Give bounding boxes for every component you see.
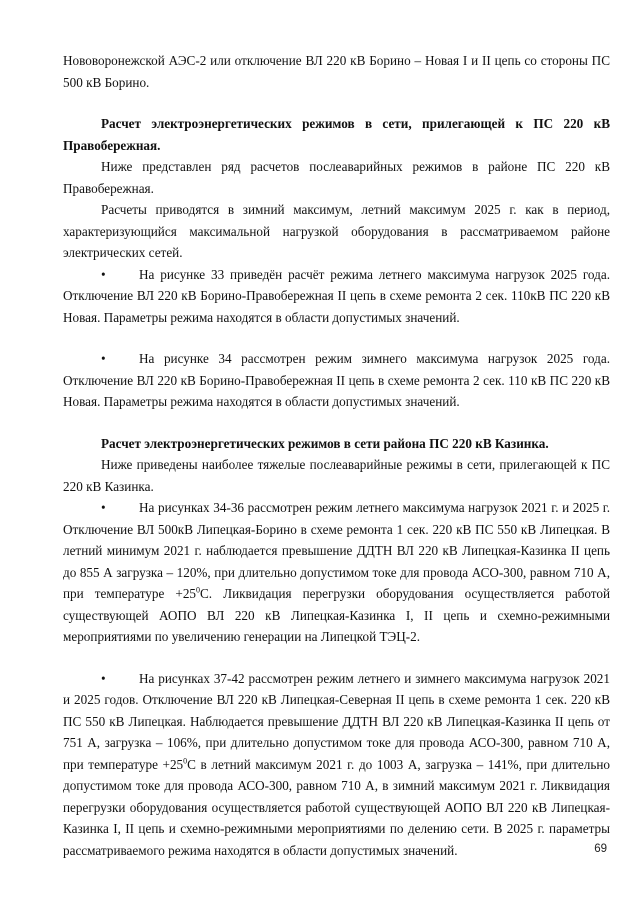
bullet-icon: • [101,351,106,366]
section-heading-pravoberezhnaya: Расчет электроэнергетических режимов в сети, прилегающей к ПС 220 кВ Правобережная. [63,116,610,153]
bullet-text: На рисунке 33 приведён расчёт режима летнего максимума нагрузок 2025 года. Отключение ВЛ 220 кВ Борино-Правобережная II цепь в схеме ремонта 2 сек. 110кВ ПС 220 кВ Новая. Параметры режима находятся в области допустимых значений. [63,266,610,325]
section2-paragraph-1: Ниже приведены наиболее тяжелые послеаварийные режимы в сети, прилегающей к ПС 220 кВ Казинка. [63,457,610,494]
section1-bullet-2 [63,348,610,413]
bullet-icon: • [101,500,106,515]
bullet-icon: • [101,670,106,686]
section1-paragraph-2: Расчеты приводятся в зимний максимум, летний максимум 2025 г. как в период, характеризующийся максимальной нагрузкой оборудования в рассматриваемом районе электрических сетей. [63,202,610,260]
degree-superscript: 0 [183,756,188,766]
section1-bullet-1 [63,264,610,329]
degree-superscript: 0 [196,585,201,595]
bullet-text-part1: На рисунках 37-42 рассмотрен режим летнего и зимнего максимума нагрузок 2021 и 2025 годов. Отключение ВЛ 220 кВ Липецкая-Северная II цепь в схеме ремонта 1 сек. 220 кВ ПС 550 кВ Липецкая. Наблюдается превышение ДДТН ВЛ 220 кВ Липецкая-Казинка II цепь от 751 А, загрузка – 106%, при длительно допустимом токе для провода АСО-300, равном 710 А, при температуре +25 [63,670,610,772]
intro-paragraph: Нововоронежской АЭС-2 или отключение ВЛ 220 кВ Борино – Новая I и II цепь со стороны ПС 500 кВ Борино. [63,53,610,90]
bullet-text: На рисунке 34 рассмотрен режим зимнего максимума нагрузок 2025 года. Отключение ВЛ 220 кВ Борино-Правобережная II цепь в схеме ремонта 2 сек. 110 кВ ПС 220 кВ Новая. Параметры режима находятся в области допустимых значений. [63,351,610,409]
section2-bullet-1 [63,497,610,648]
section2-bullet-2 [63,668,610,862]
section1-paragraph-1: Ниже представлен ряд расчетов послеаварийных режимов в районе ПС 220 кВ Правобережная. [63,159,610,196]
bullet-icon: • [101,266,106,282]
bullet-text-part1: На рисунках 34-36 рассмотрен режим летнего максимума нагрузок 2021 г. и 2025 г. Отключение ВЛ 500кВ Липецкая-Борино в схеме ремонта 1 сек. 220 кВ ПС 550 кВ Липецкая. В летний минимум 2021 г. наблюдается превышение ДДТН ВЛ 220 кВ Липецкая-Казинка II цепь до 855 А загрузка – 120%, при длительно допустимом токе для провода АСО-300, равном 710 А, при температуре +25 [63,500,610,601]
bullet-text-part2: С. Ликвидация перегрузки оборудования осуществляется работой существующей АОПО ВЛ 220 кВ Липецкая-Казинка I, II цепь и схемно-режимными мероприятиями по увеличению генерации на Липецкой ТЭЦ-2. [63,586,610,644]
page-number: 69 [594,843,607,855]
section-heading-kazinka: Расчет электроэнергетических режимов в сети района ПС 220 кВ Казинка. [101,435,549,451]
bullet-text-part2: С в летний максимум 2021 г. до 1003 А, загрузка – 141%, при длительно допустимом токе для провода АСО-300, равном 710 А, в зимний максимум 2021 г. Ликвидация перегрузки оборудования осуществляется работой существующей АОПО ВЛ 220 кВ Липецкая-Казинка I, II цепь и схемно-режимными мероприятиями по делению сети. В 2025 г. параметры рассматриваемого режима находятся в области допустимых значений. [63,756,610,858]
page-content [63,50,610,861]
